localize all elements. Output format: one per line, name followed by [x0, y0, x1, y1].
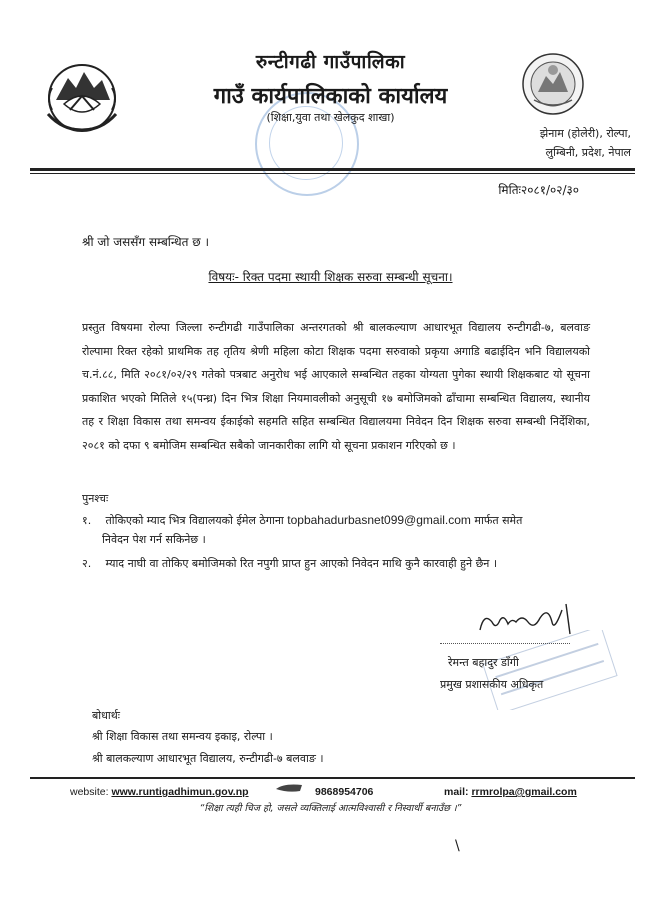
signature-stamp: [480, 630, 620, 710]
postscript-item-1: [82, 510, 602, 531]
stray-mark: \: [455, 838, 460, 854]
signature-line: [440, 643, 570, 644]
item-number: १.: [82, 514, 92, 527]
item-text-after: मार्फत समेत: [474, 514, 523, 527]
copies-heading: बोधार्थः: [92, 709, 120, 722]
website-link[interactable]: www.runtigadhimun.gov.np: [111, 786, 249, 798]
postscript-item-1-continued: निवेदन पेश गर्न सकिनेछ ।: [102, 533, 206, 546]
website-label: website:: [70, 786, 109, 798]
header-divider-thin: [30, 173, 635, 174]
postscript-heading: पुनश्चः: [82, 492, 109, 505]
salutation: श्री जो जससँग सम्बन्धित छ ।: [82, 235, 210, 249]
address-line-1: झेनाम (होलेरी), रोल्पा,: [539, 127, 631, 140]
postscript-item-2: [82, 554, 602, 574]
item-text: म्याद नाघी वा तोकिए बमोजिमको रित नपुगी प्राप्त हुन आएको निवेदन माथि कुनै कारवाही हुने छैन ।: [105, 557, 498, 570]
subject-line: [0, 268, 661, 285]
school-email: topbahadurbasnet099@gmail.com: [287, 513, 471, 527]
footer-mail: [444, 786, 577, 798]
office-name: गाउँ कार्यपालिकाको कार्यालय: [213, 84, 448, 109]
header-divider: [30, 168, 635, 171]
municipality-name: रुन्टीगढी गाउँपालिका: [255, 51, 406, 73]
footer-phone: 9868954706: [315, 786, 374, 798]
item-number: २.: [82, 557, 92, 570]
address-line-2: लुम्बिनी, प्रदेश, नेपाल: [545, 146, 631, 159]
copy-recipient-2: श्री बालकल्याण आधारभूत विद्यालय, रुन्टीगढी-७ बलवाङ ।: [92, 752, 324, 765]
subject-text: विषयः- रिक्त पदमा स्थायी शिक्षक सरुवा सम्बन्धी सूचना।: [208, 270, 453, 284]
footer-website: [70, 786, 249, 798]
mail-label: mail:: [444, 786, 469, 798]
mail-link[interactable]: rrmrolpa@gmail.com: [471, 786, 577, 798]
item-text: तोकिएको म्याद भित्र विद्यालयको ईमेल ठेगाना: [105, 514, 284, 527]
signatory-name: रेमन्त बहादुर डाँगी: [448, 656, 519, 669]
branch-name: (शिक्षा,युवा तथा खेलकुद शाखा): [266, 111, 395, 124]
letter-date: मितिः२०८१/०२/३०: [498, 183, 579, 197]
phone-icon: [274, 783, 304, 795]
body-paragraph: प्रस्तुत विषयमा रोल्पा जिल्ला रुन्टीगढी गाउँपालिका अन्तरगतको श्री बालकल्याण आधारभूत विद्यालय रुन्टीगढी-७, बलवाङ रोल्पामा रिक्त रहेको प्राथमिक तह तृतिय श्रेणी महिला कोटा शिक्षक पदमा सरुवाको प्रकृया अगाडि बढाईदिन भनि विद्यालयको च.नं.८८, मिति २०८१/०२/२९ गतेको पत्रबाट अनुरोध भई आएकाले सम्बन्धित तहका योग्यता पुगेका स्थायी शिक्षकबाट यो सूचना प्रकाशित भएको मितिले १५(पन्ध्र) दिन भित्र शिक्षा नियमावलीको अनुसूची १७ बमोजिमको ढाँचामा सम्बन्धित विद्यालय, स्थानीय तह र शिक्षा विकास तथा समन्वय ईकाईको सहमति सहित सम्बन्धित विद्यालयमा निवेदन दिन शिक्षक सरुवा सम्बन्धी निर्देशिका, २०८१ को दफा ९ बमोजिम सम्बन्धित सबैको जानकारीका लागि यो सूचना प्रकाशन गरिएको छ ।: [82, 321, 590, 452]
footer-divider: [30, 777, 635, 779]
footer-tagline: “शिक्षा त्यही चिज हो, जसले व्यक्तिलाई आत्मविश्वासी र निस्वार्थी बनाउँछ ।”: [199, 803, 462, 814]
copy-recipient-1: श्री शिक्षा विकास तथा समन्वय इकाइ, रोल्पा ।: [92, 730, 273, 743]
signatory-title: प्रमुख प्रशासकीय अधिकृत: [440, 678, 544, 691]
